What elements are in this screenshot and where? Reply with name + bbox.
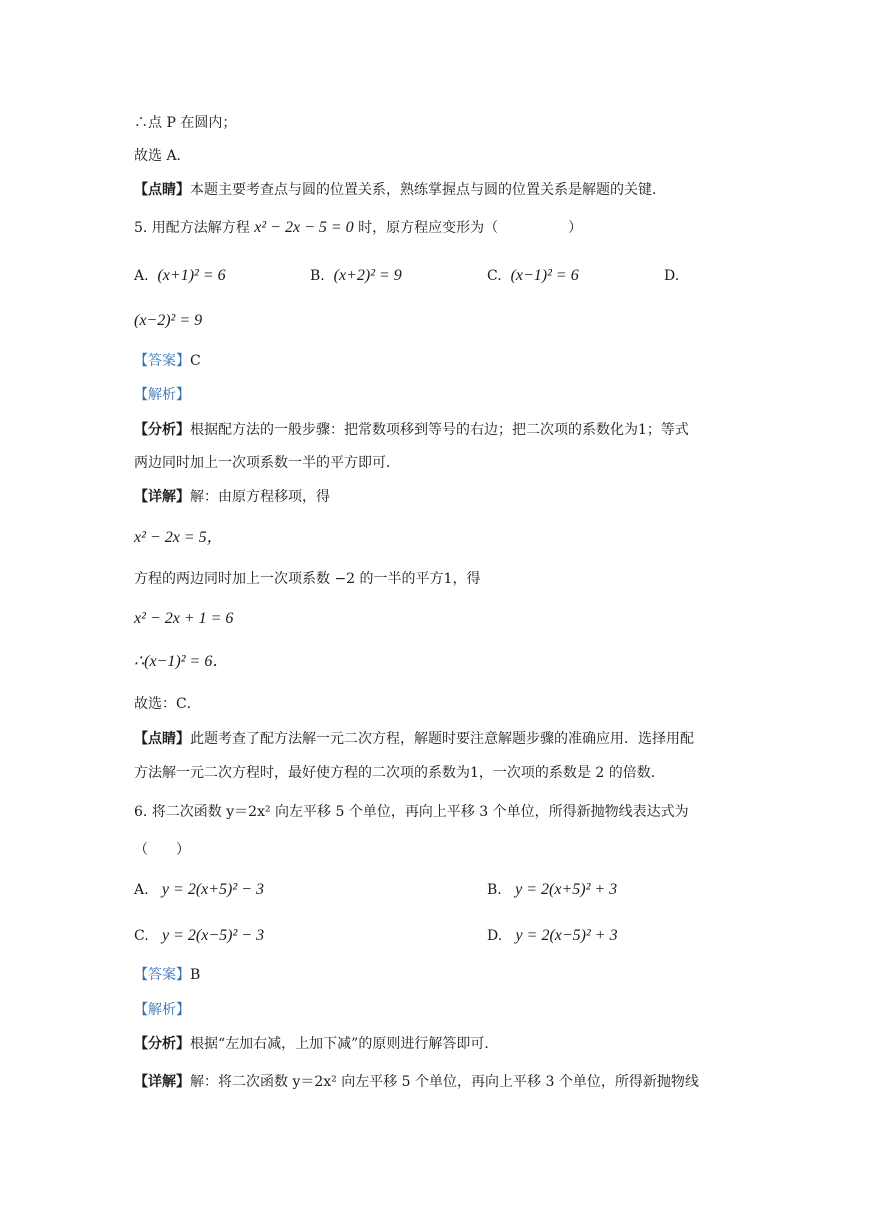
- q5-fenxi-text-1: 根据配方法的一般步骤：把常数项移到等号的右边；把二次项的系数化为1；等式: [190, 422, 689, 438]
- q5-dianjing-line-1: [134, 729, 694, 749]
- q6-fenxi-line: [134, 1034, 498, 1054]
- q5-fenxi-line-1: [134, 420, 689, 440]
- q6-option-d-value: y = 2(x−5)² + 3: [515, 927, 618, 944]
- q6-xiangjie-tag: 【详解】: [134, 1074, 190, 1090]
- q6-fenxi-tag: 【分析】: [134, 1036, 190, 1052]
- question-5: [134, 218, 582, 238]
- q6-xiangjie-line: [134, 1072, 699, 1092]
- q5-xiangjie-text: 解：由原方程移项，得: [190, 489, 330, 505]
- q5-answer-value: C: [190, 353, 201, 369]
- question-5-prefix: 5. 用配方法解方程: [134, 220, 250, 236]
- q6-fenxi-text: 根据“左加右减，上加下减”的原则进行解答即可．: [190, 1036, 499, 1052]
- q5-option-d-label: D.: [664, 268, 680, 284]
- q6-answer-value: B: [190, 967, 201, 983]
- q6-option-c-value: y = 2(x−5)² − 3: [162, 927, 265, 944]
- q5-select: 故选：C．: [134, 696, 201, 712]
- q6-option-b-label: B.: [487, 882, 502, 898]
- q6-analysis-tag: 【解析】: [134, 1002, 190, 1018]
- q6-answer: [134, 965, 200, 985]
- q5-option-a-label: A.: [134, 268, 149, 284]
- q5-step-3: x² − 2x + 1 = 6: [134, 610, 234, 627]
- q5-option-a: [134, 266, 226, 286]
- q5-option-c-value: (x−1)² = 6: [510, 267, 579, 284]
- q5-analysis-tag: 【解析】: [134, 387, 190, 403]
- select-line: 故选 A．: [134, 148, 191, 164]
- remark-text: 本题主要考查点与圆的位置关系，熟练掌握点与圆的位置关系是解题的关键．: [190, 182, 666, 198]
- q5-fenxi-line-2: 两边同时加上一次项系数一半的平方即可．: [134, 455, 400, 471]
- q5-dianjing-text-1: 此题考查了配方法解一元二次方程，解题时要注意解题步骤的准确应用．选择用配: [190, 731, 694, 747]
- q6-option-a-label: A.: [134, 882, 149, 898]
- q5-option-b-label: B.: [310, 268, 325, 284]
- q5-answer: [134, 351, 201, 371]
- q5-option-b: [310, 266, 402, 286]
- q5-dianjing-tag: 【点睛】: [134, 731, 190, 747]
- q6-option-b: [487, 880, 617, 900]
- q5-option-c: [487, 266, 579, 286]
- question-5-equation: x² − 2x − 5 = 0: [254, 219, 354, 236]
- q5-option-d-value: [134, 311, 202, 331]
- q5-option-b-value: (x+2)² = 9: [333, 267, 402, 284]
- q6-option-a: [134, 880, 264, 900]
- q6-option-d-label: D.: [487, 928, 503, 944]
- q5-step-1: x² − 2x = 5，: [134, 529, 223, 546]
- q5-step-4: ∴(x−1)² = 6．: [134, 653, 229, 670]
- remark-line: [134, 180, 666, 200]
- q5-dianjing-line-2: 方法解一元二次方程时，最好使方程的二次项的系数为1，一次项的系数是 2 的倍数．: [134, 765, 665, 781]
- conclusion-line: ∴点 P 在圆内；: [134, 115, 237, 131]
- q5-fenxi-tag: 【分析】: [134, 422, 190, 438]
- question-6-line-2: （ ）: [134, 842, 190, 858]
- remark-tag: 【点睛】: [134, 182, 190, 198]
- q5-xiangjie-tag: 【详解】: [134, 489, 190, 505]
- q6-option-b-value: y = 2(x+5)² + 3: [515, 881, 618, 898]
- q6-xiangjie-text: 解：将二次函数 y＝2x² 向左平移 5 个单位，再向上平移 3 个单位，所得新抛物线: [190, 1074, 699, 1090]
- question-6-line-1: 6. 将二次函数 y＝2x² 向左平移 5 个单位，再向上平移 3 个单位，所得新抛物线表达式为: [134, 804, 689, 820]
- q5-step-2: 方程的两边同时加上一次项系数 −2 的一半的平方1，得: [134, 571, 481, 587]
- q5-xiangjie-line: [134, 487, 330, 507]
- question-5-suffix: 时，原方程应变形为（ ）: [358, 220, 583, 236]
- q6-option-c-label: C.: [134, 928, 149, 944]
- q5-option-d-expr: (x−2)² = 9: [134, 312, 203, 329]
- q5-answer-tag: 【答案】: [134, 353, 190, 369]
- q6-option-a-value: y = 2(x+5)² − 3: [161, 881, 264, 898]
- q6-answer-tag: 【答案】: [134, 967, 190, 983]
- q6-option-d: [487, 926, 618, 946]
- q5-option-c-label: C.: [487, 268, 502, 284]
- q6-option-c: [134, 926, 264, 946]
- q5-option-a-value: (x+1)² = 6: [157, 267, 226, 284]
